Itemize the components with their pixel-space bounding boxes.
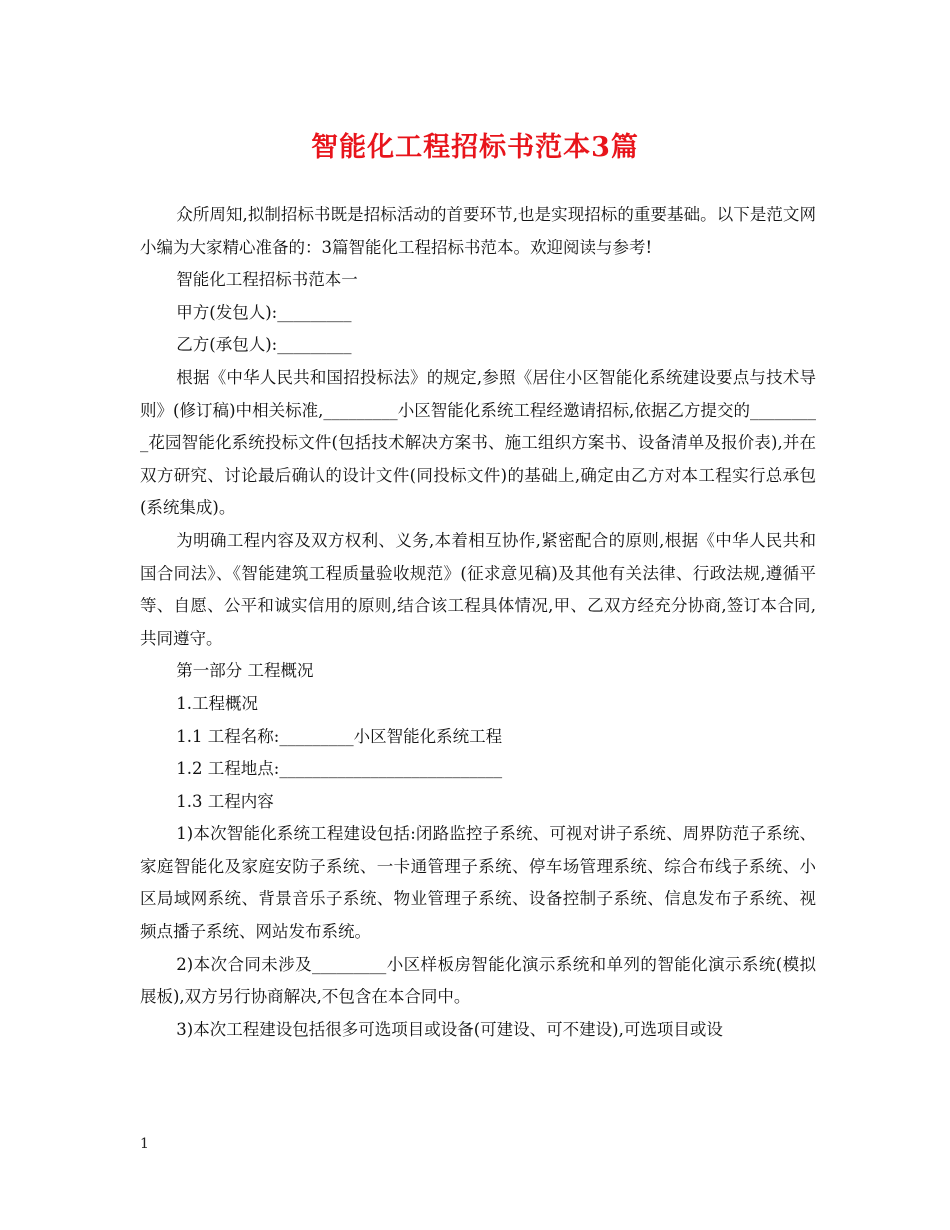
paragraph-section-1-1: 1.1 工程名称:_________小区智能化系统工程 <box>176 726 503 746</box>
paragraph-heading-sample-one: 智能化工程招标书范本一 <box>176 270 358 290</box>
paragraph-section-1: 1.工程概况 <box>176 693 259 713</box>
paragraph-party-b: 乙方(承包人):_________ <box>176 335 352 355</box>
paragraph-party-a: 甲方(发包人):_________ <box>176 302 352 322</box>
document-body <box>140 199 816 1046</box>
paragraph-part-one-heading: 第一部分 工程概况 <box>176 661 314 681</box>
paragraph-item-3: 3)本次工程建设包括很多可选项目或设备(可建设、可不建设),可选项目或设 <box>176 1019 723 1039</box>
paragraph-section-1-3: 1.3 工程内容 <box>176 791 274 811</box>
page-number: 1 <box>140 1136 149 1152</box>
paragraph-purpose: 为明确工程内容及双方权利、义务,本着相互协作,紧密配合的原则,根据《中华人民共和国合同法》、《智能建筑工程质量验收规范》(征求意见稿)及其他有关法律、行政法规,遵循平等、自愿、公平和诚实信用的原则,结合该工程具体情况,甲、乙双方经充分协商,签订本合同,共同遵守。 <box>140 530 816 648</box>
paragraph-section-1-2: 1.2 工程地点:___________________________ <box>176 759 503 779</box>
paragraph-item-1: 1)本次智能化系统工程建设包括:闭路监控子系统、可视对讲子系统、周界防范子系统、家庭智能化及家庭安防子系统、一卡通管理子系统、停车场管理系统、综合布线子系统、小区局域网系统、背景音乐子系统、物业管理子系统、设备控制子系统、信息发布子系统、视频点播子系统、网站发布系统。 <box>140 824 816 942</box>
paragraph-basis: 根据《中华人民共和国招投标法》的规定,参照《居住小区智能化系统建设要点与技术导则》(修订稿)中相关标准,_________小区智能化系统工程经邀请招标,依据乙方提交的_________花园智能化系统投标文件(包括技术解决方案书、施工组织方案书、设备清单及报价表),并在双方研究、讨论最后确认的设计文件(同投标文件)的基础上,确定由乙方对本工程实行总承包(系统集成)。 <box>140 367 816 518</box>
paragraph-intro: 众所周知,拟制招标书既是招标活动的首要环节,也是实现招标的重要基础。以下是范文网小编为大家精心准备的：3篇智能化工程招标书范本。欢迎阅读与参考! <box>140 205 816 257</box>
paragraph-item-2: 2)本次合同未涉及_________小区样板房智能化演示系统和单列的智能化演示系统(模拟展板),双方另行协商解决,不包含在本合同中。 <box>140 954 816 1007</box>
document-title: 智能化工程招标书范本3篇 <box>311 132 639 163</box>
